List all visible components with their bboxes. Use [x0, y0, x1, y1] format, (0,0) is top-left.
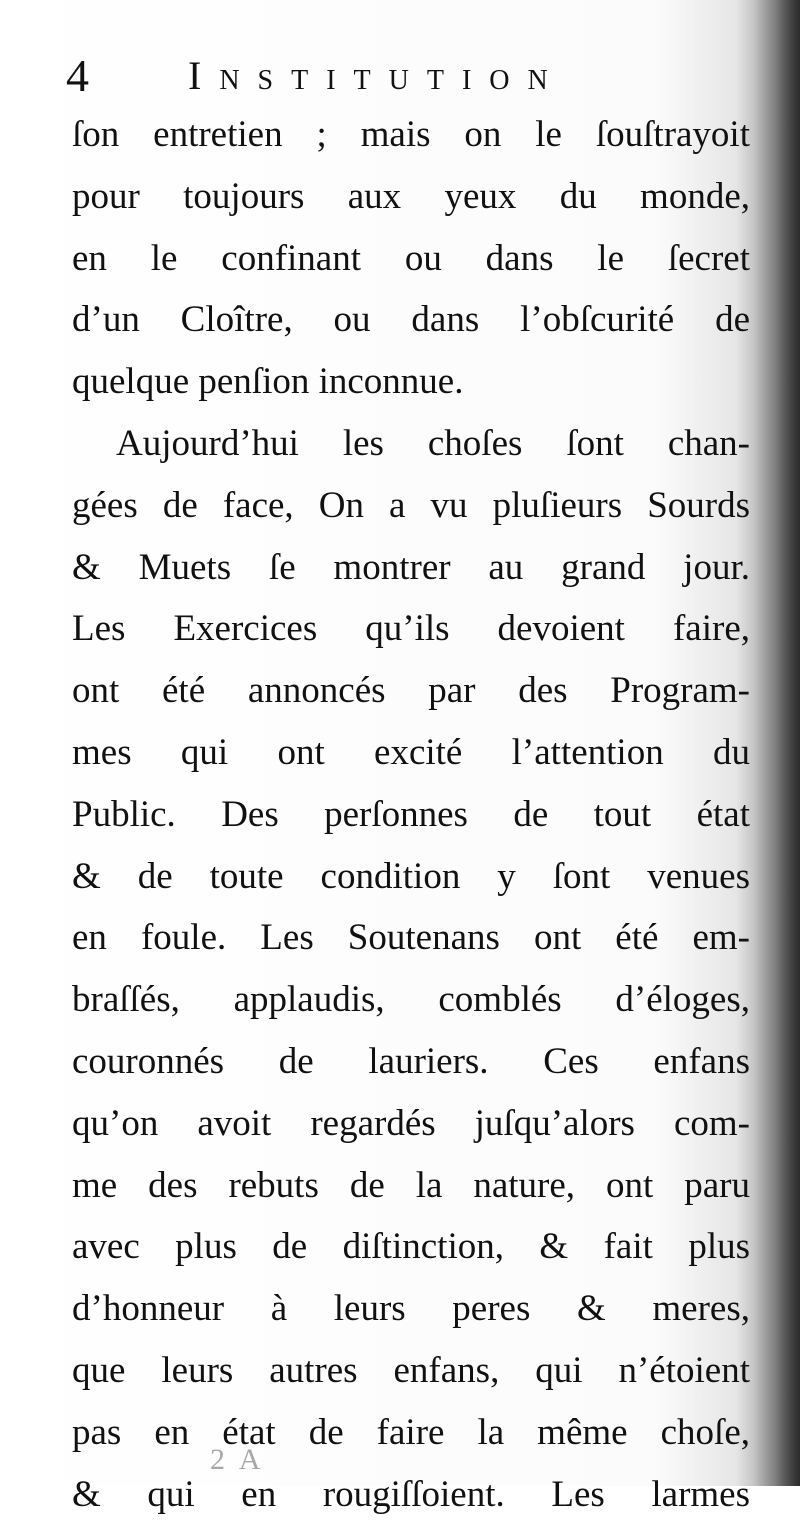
page-gutter-shadow	[754, 0, 800, 1486]
text-line: d’un Cloître, ou dans l’obſcurité de	[72, 299, 750, 341]
text-line: en foule. Les Soutenans ont été em-	[72, 917, 750, 959]
text-line: pas en état de faire la même choſe,	[72, 1411, 750, 1453]
text-line: & Muets ſe montrer au grand jour.	[72, 546, 750, 588]
text-line: Aujourd’hui les choſes ſont chan-	[116, 422, 750, 464]
text-line: ont été annoncés par des Program-	[72, 670, 750, 712]
text-line: mes qui ont excité l’attention du	[72, 731, 750, 773]
text-line: couronnés de lauriers. Ces enfans	[72, 1040, 750, 1082]
text-line: quelque penſion inconnue.	[72, 361, 464, 403]
text-line: avec plus de diſtinction, & fait plus	[72, 1226, 750, 1268]
text-line: & de toute condition y ſont venues	[72, 855, 750, 897]
text-line: d’honneur à leurs peres & meres,	[72, 1288, 750, 1330]
page-number: 4	[66, 50, 89, 101]
text-line: & qui en rougiſſoient. Les larmes	[72, 1473, 750, 1515]
text-line: en le confinant ou dans le ſecret	[72, 237, 750, 279]
text-line: Public. Des perſonnes de tout état	[72, 793, 750, 835]
text-line: pour toujours aux yeux du monde,	[72, 175, 750, 217]
page-header	[66, 46, 756, 106]
text-line: braſſés, applaudis, comblés d’éloges,	[72, 979, 750, 1021]
text-line: me des rebuts de la nature, ont paru	[72, 1164, 750, 1206]
text-line: Les Exercices qu’ils devoient faire,	[72, 608, 750, 650]
text-line: ſon entretien ; mais on le ſouſtrayoit	[72, 114, 750, 155]
body-text	[72, 104, 750, 1525]
text-line: que leurs autres enfans, qui n’étoient	[72, 1349, 750, 1391]
text-line: qu’on avoit regardés juſqu’alors com-	[72, 1102, 750, 1144]
text-line: gées de face, On a vu pluſieurs Sourds	[72, 484, 750, 526]
signature-mark: 2 A	[210, 1443, 265, 1476]
running-title: Institution	[188, 53, 566, 98]
